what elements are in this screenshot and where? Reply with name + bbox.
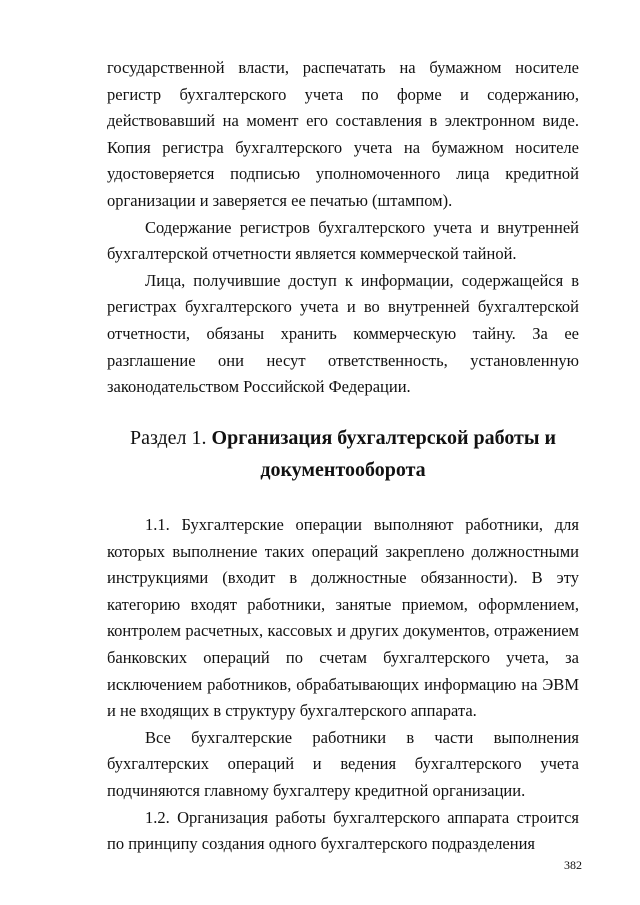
body-text-bottom [107, 512, 579, 858]
paragraph-1-1: 1.1. Бухгалтерские операции выполняют работники, для которых выполнение таких операций закреплено должностными инструкциями (входит в должностные обязанности). В эту категорию входят работники, занятые приемом, оформлением, контролем расчетных, кассовых и других документов, отражением банковских операций по счетам бухгалтерского учета, за исключением работников, обрабатывающих информацию на ЭВМ и не входящих в структуру бухгалтерского аппарата. [107, 515, 579, 721]
section-title: Организация бухгалтерской работы и документооборота [211, 427, 557, 481]
paragraph-responsibility: Лица, получившие доступ к информации, содержащейся в регистрах бухгалтерского учета и во внутренней бухгалтерской отчетности, обязаны хранить коммерческую тайну. За ее разглашение они несут ответственность, установленную законодательством Российской Федерации. [107, 270, 579, 397]
paragraph-chief-accountant: Все бухгалтерские работники в части выполнения бухгалтерских операций и ведения бухгалтерского учета подчиняются главному бухгалтеру кредитной организации. [107, 727, 579, 800]
paragraph-1-2: 1.2. Организация работы бухгалтерского аппарата строится по принципу создания одного бухгалтерского подразделения [107, 807, 579, 854]
section-number: Раздел 1. [129, 427, 207, 449]
section-heading [107, 422, 579, 486]
paragraph-continuation: государственной власти, распечатать на бумажном носителе регистр бухгалтерского учета по форме и содержанию, действовавший на момент его составления в электронном виде. Копия регистра бухгалтерского учета на бумажном носителе удостоверяется подписью уполномоченного лица кредитной организации и заверяется ее печатью (штампом). [107, 58, 579, 210]
page-number: 382 [564, 858, 582, 872]
paragraph-confidentiality: Содержание регистров бухгалтерского учета и внутренней бухгалтерской отчетности является коммерческой тайной. [107, 217, 579, 264]
body-text-top [107, 55, 579, 401]
